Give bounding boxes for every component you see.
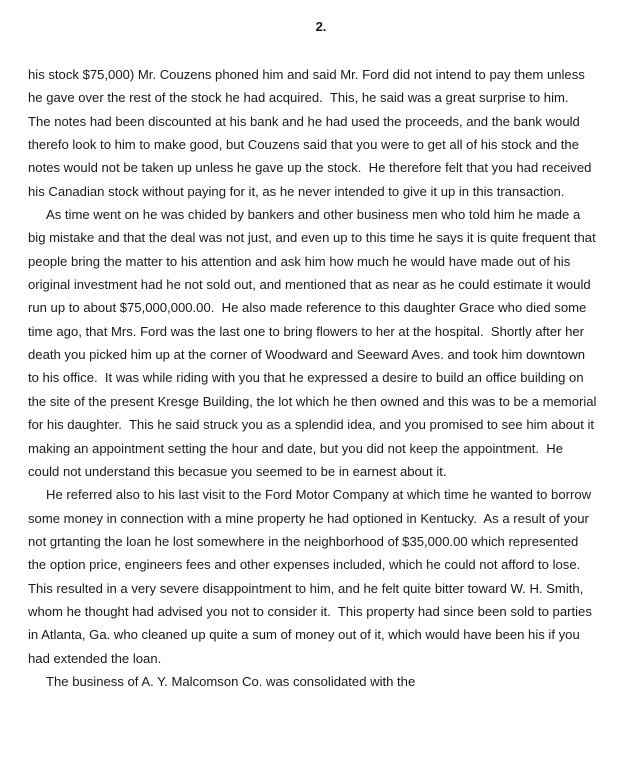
text-line: the site of the present Kresge Building, the lot which he then owned and this was to be a memorial xyxy=(28,393,597,409)
paragraph xyxy=(28,483,628,670)
text-line: not grtanting the loan he lost somewhere in the neighborhood of $35,000.00 which represented xyxy=(28,533,579,549)
text-line: run up to about $75,000,000.00. He also made reference to this daughter Grace who died some xyxy=(28,300,587,316)
paragraph xyxy=(28,203,628,483)
text-line: people bring the matter to his attention and ask him how much he would have made out of his xyxy=(28,253,571,269)
text-line: his stock $75,000) Mr. Couzens phoned him and said Mr. Ford did not intend to pay them unless xyxy=(28,67,585,82)
text-line: This resulted in a very severe disappointment to him, and he felt quite bitter toward W. H. Smith, xyxy=(28,580,584,596)
text-line: could not understand this becasue you seemed to be in earnest about it. xyxy=(28,463,447,479)
text-line: therefo look to him to make good, but Couzens said that you were to get all of his stock and the xyxy=(28,137,579,153)
paragraph xyxy=(28,63,628,203)
text-line: the option price, engineers fees and other expenses included, which he could not afford to lose. xyxy=(28,557,581,573)
text-line: As time went on he was chided by bankers and other business men who told him he made a xyxy=(46,207,581,223)
text-line: he gave over the rest of the stock he had acquired. This, he said was a great surprise to him. xyxy=(28,90,569,106)
text-line: whom he thought had advised you not to consider it. This property had since been sold to parties xyxy=(28,603,592,619)
text-line: death you picked him up at the corner of Woodward and Seeward Aves. and took him downtown xyxy=(28,347,586,363)
text-line: original investment had he not sold out, and mentioned that as near as he could estimate it would xyxy=(28,277,591,293)
text-line: making an appointment setting the hour and date, but you did not keep the appointment. He xyxy=(28,440,564,456)
paragraph xyxy=(28,670,628,693)
text-line: notes would not be taken up unless he gave up the stock. He therefore felt that you had received xyxy=(28,160,592,176)
text-line: He referred also to his last visit to the Ford Motor Company at which time he wanted to borrow xyxy=(46,487,592,503)
text-line: The business of A. Y. Malcomson Co. was consolidated with the xyxy=(46,673,416,689)
text-line: in Atlanta, Ga. who cleaned up quite a sum of money out of it, which would have been his if you xyxy=(28,627,580,643)
text-line: for his daughter. This he said struck you as a splendid idea, and you promised to see him about it xyxy=(28,417,595,433)
text-line: some money in connection with a mine property he had optioned in Kentucky. As a result of your xyxy=(28,510,589,526)
page-number: 2. xyxy=(315,19,327,34)
text-line: to his office. It was while riding with you that he expressed a desire to build an office building on xyxy=(28,370,584,386)
text-line: had extended the loan. xyxy=(28,650,162,666)
text-line: his Canadian stock without paying for it, as he never intended to give it up in this transaction. xyxy=(28,183,565,199)
document-body xyxy=(28,63,628,693)
text-line: time ago, that Mrs. Ford was the last one to bring flowers to her at the hospital. Shortly after her xyxy=(28,323,585,339)
text-line: big mistake and that the deal was not just, and even up to this time he says it is quite frequent that xyxy=(28,230,596,246)
text-line: The notes had been discounted at his bank and he had used the proceeds, and the bank would xyxy=(28,113,580,129)
